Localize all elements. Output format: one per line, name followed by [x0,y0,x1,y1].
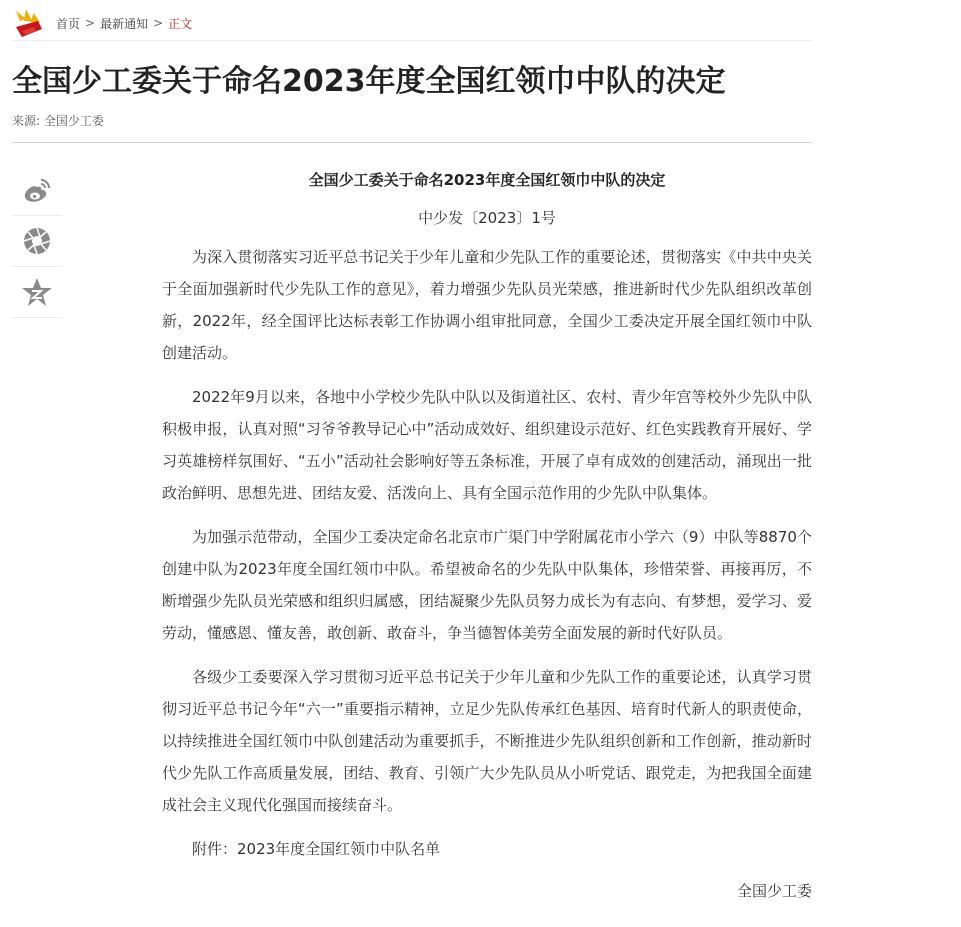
breadcrumb-separator: > [85,16,96,30]
breadcrumb-separator: > [153,16,164,30]
title-divider [12,142,812,143]
article-body [162,165,812,907]
share-bar [12,165,62,318]
share-weibo-button[interactable] [12,165,62,216]
young-pioneers-logo-icon [12,7,46,39]
document-number: 中少发〔2023〕1号 [418,209,556,227]
qzone-icon [21,276,53,308]
breadcrumb-section[interactable]: 最新通知 [100,16,149,31]
paragraph: 为加强示范带动，全国少工委决定命名北京市广渠门中学附属花市小学六（9）中队等8870个创建中队为2023年度全国红领巾中队。希望被命名的少先队中队集体，珍惜荣誉、再接再厉，不断增强少先队员光荣感和组织归属感，团结凝聚少先队员努力成长为有志向、有梦想，爱学习、爱劳动，懂感恩、懂友善，敢创新、敢奋斗，争当德智体美劳全面发展的新时代好队员。 [162,528,812,642]
article-source: 来源: 全国少工委 [12,114,104,128]
signature: 全国少工委 [736,882,812,900]
breadcrumb [12,6,812,41]
paragraph: 为深入贯彻落实习近平总书记关于少年儿童和少先队工作的重要论述，贯彻落实《中共中央关于全面加强新时代少先队工作的意见》，着力增强少先队员光荣感，推进新时代少先队组织改革创新，2022年，经全国评比达标表彰工作协调小组审批同意，全国少工委决定开展全国红领巾中队创建活动。 [162,248,812,362]
document-title: 全国少工委关于命名2023年度全国红领巾中队的决定 [308,171,666,189]
attachment-line: 附件：2023年度全国红领巾中队名单 [192,840,441,858]
paragraph: 2022年9月以来，各地中小学校少先队中队以及街道社区、农村、青少年宫等校外少先队中队积极申报，认真对照“习爷爷教导记心中”活动成效好、组织建设示范好、红色实践教育开展好、学习英雄榜样氛围好、“五小”活动社会影响好等五条标准，开展了卓有成效的创建活动，涌现出一批政治鲜明、思想先进、团结友爱、活泼向上、具有全国示范作用的少先队中队集体。 [162,388,812,502]
share-qzone-button[interactable] [12,267,62,318]
wechat-moments-icon [21,225,53,257]
breadcrumb-home[interactable]: 首页 [56,16,81,31]
breadcrumb-current: 正文 [168,16,193,31]
paragraph: 各级少工委要深入学习贯彻习近平总书记关于少年儿童和少先队工作的重要论述，认真学习贯彻习近平总书记今年“六一”重要指示精神，立足少先队传承红色基因、培育时代新人的职责使命，以持续推进全国红领巾中队创建活动为重要抓手，不断推进少先队组织创新和工作创新，推动新时代少先队工作高质量发展，团结、教育、引领广大少先队员从小听党话、跟党走，为把我国全面建成社会主义现代化强国而接续奋斗。 [162,668,812,814]
share-wechat-moments-button[interactable] [12,216,62,267]
page-title: 全国少工委关于命名2023年度全国红领巾中队的决定 [12,64,726,99]
weibo-icon [21,174,53,206]
